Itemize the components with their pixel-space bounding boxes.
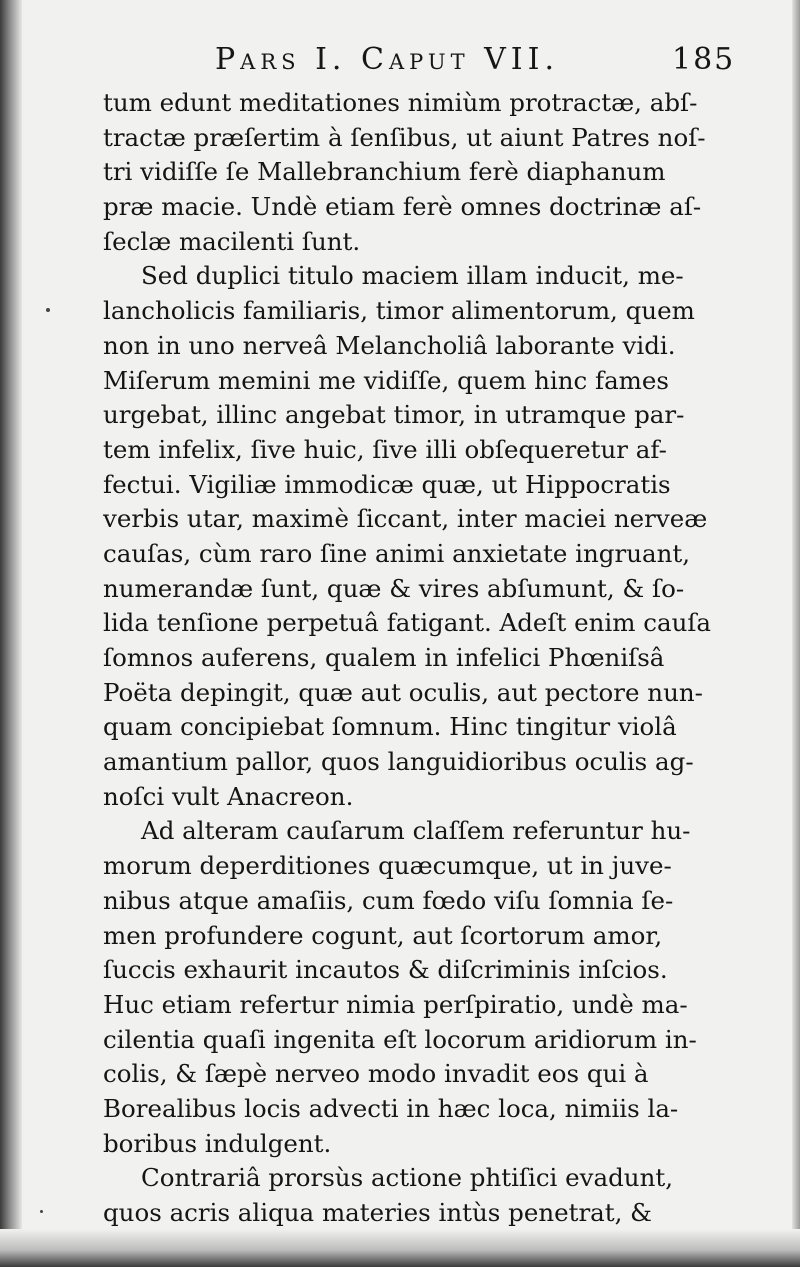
page-number: 185: [672, 42, 736, 77]
page-header: [215, 36, 775, 88]
text-line: men profundere cogunt, aut ſcortorum amor,: [103, 920, 663, 950]
text-line: tum edunt meditationes nimiùm protractæ, abſ-: [103, 88, 698, 117]
paper-speck: [40, 1210, 43, 1213]
text-line: nibus atque amaſiis, cum fœdo viſu ſomnia ſe-: [103, 885, 674, 915]
text-line: colis, & ſæpè nerveo modo invadit eos qui à: [103, 1059, 649, 1089]
text-line: numerandæ ſunt, quæ & vires abſumunt, & ſo-: [103, 573, 685, 603]
paper-speck: [46, 308, 50, 312]
text-line: quos acris aliqua materies intùs penetrat, &: [103, 1198, 652, 1227]
text-line: Miſerum memini me vidiſſe, quem hinc fames: [103, 365, 669, 395]
paragraph-first-line: Ad alteram cauſarum claſſem referuntur hu-: [141, 816, 691, 846]
text-line: præ macie. Undè etiam ferè omnes doctrinæ aſ-: [103, 192, 702, 222]
text-line: cilentia quaſi ingenita eſt locorum aridiorum in-: [103, 1024, 697, 1054]
text-line: fectui. Vigiliæ immodicæ quæ, ut Hippocratis: [103, 469, 671, 499]
text-line: cauſas, cùm raro ſine animi anxietate ingruant,: [103, 538, 690, 568]
page-edge: [792, 0, 800, 1267]
text-line: verbis utar, maximè ſiccant, inter maciei nerveæ: [103, 504, 708, 534]
text-line: Huc etiam refertur nimia perſpiratio, undè ma-: [103, 989, 688, 1019]
paragraph-first-line: Contrariâ prorsùs actione phtiſici evadunt,: [141, 1163, 673, 1193]
text-line: noſci vult Anacreon.: [103, 781, 354, 811]
text-line: ſeclæ macilenti ſunt.: [103, 226, 361, 256]
text-line: morum deperditiones quæcumque, ut in juve-: [103, 851, 672, 881]
text-line: boribus indulgent.: [103, 1128, 332, 1158]
text-line: tri vidiſſe ſe Mallebranchium ferè diaphanum: [103, 157, 666, 187]
text-line: non in uno nerveâ Melancholiâ laborante vidi.: [103, 330, 676, 360]
gutter-shadow: [0, 0, 22, 1267]
text-line: Borealibus locis advecti in hæc loca, nimiis la-: [103, 1093, 679, 1123]
text-line: lancholicis familiaris, timor alimentorum, quem: [103, 296, 695, 326]
text-line: urgebat, illinc angebat timor, in utramque par-: [103, 400, 685, 430]
running-head: Pars I. Caput VII.: [215, 42, 560, 77]
text-line: ſuccis exhaurit incautos & diſcriminis inſcios.: [103, 955, 668, 985]
text-line: ſomnos auferens, qualem in infelici Phœniſsâ: [103, 643, 665, 672]
text-line: amantium pallor, quos languidioribus oculis ag-: [103, 747, 694, 777]
body-text: [103, 86, 743, 1231]
paragraph-first-line: Sed duplici titulo maciem illam inducit, me-: [141, 261, 684, 291]
text-line: lida tenſione perpetuâ fatigant. Adeſt enim cauſa: [103, 608, 712, 638]
text-line: tem infelix, ſive huic, ſive illi obſequeretur af-: [103, 434, 667, 464]
text-line: tractæ præſertim à ſenſibus, ut aiunt Patres noſ-: [103, 122, 706, 152]
text-line: Poëta depingit, quæ aut oculis, aut pectore nun-: [103, 677, 703, 707]
bottom-shadow: [0, 1229, 800, 1267]
text-line: quam concipiebat ſomnum. Hinc tingitur violâ: [103, 712, 677, 742]
